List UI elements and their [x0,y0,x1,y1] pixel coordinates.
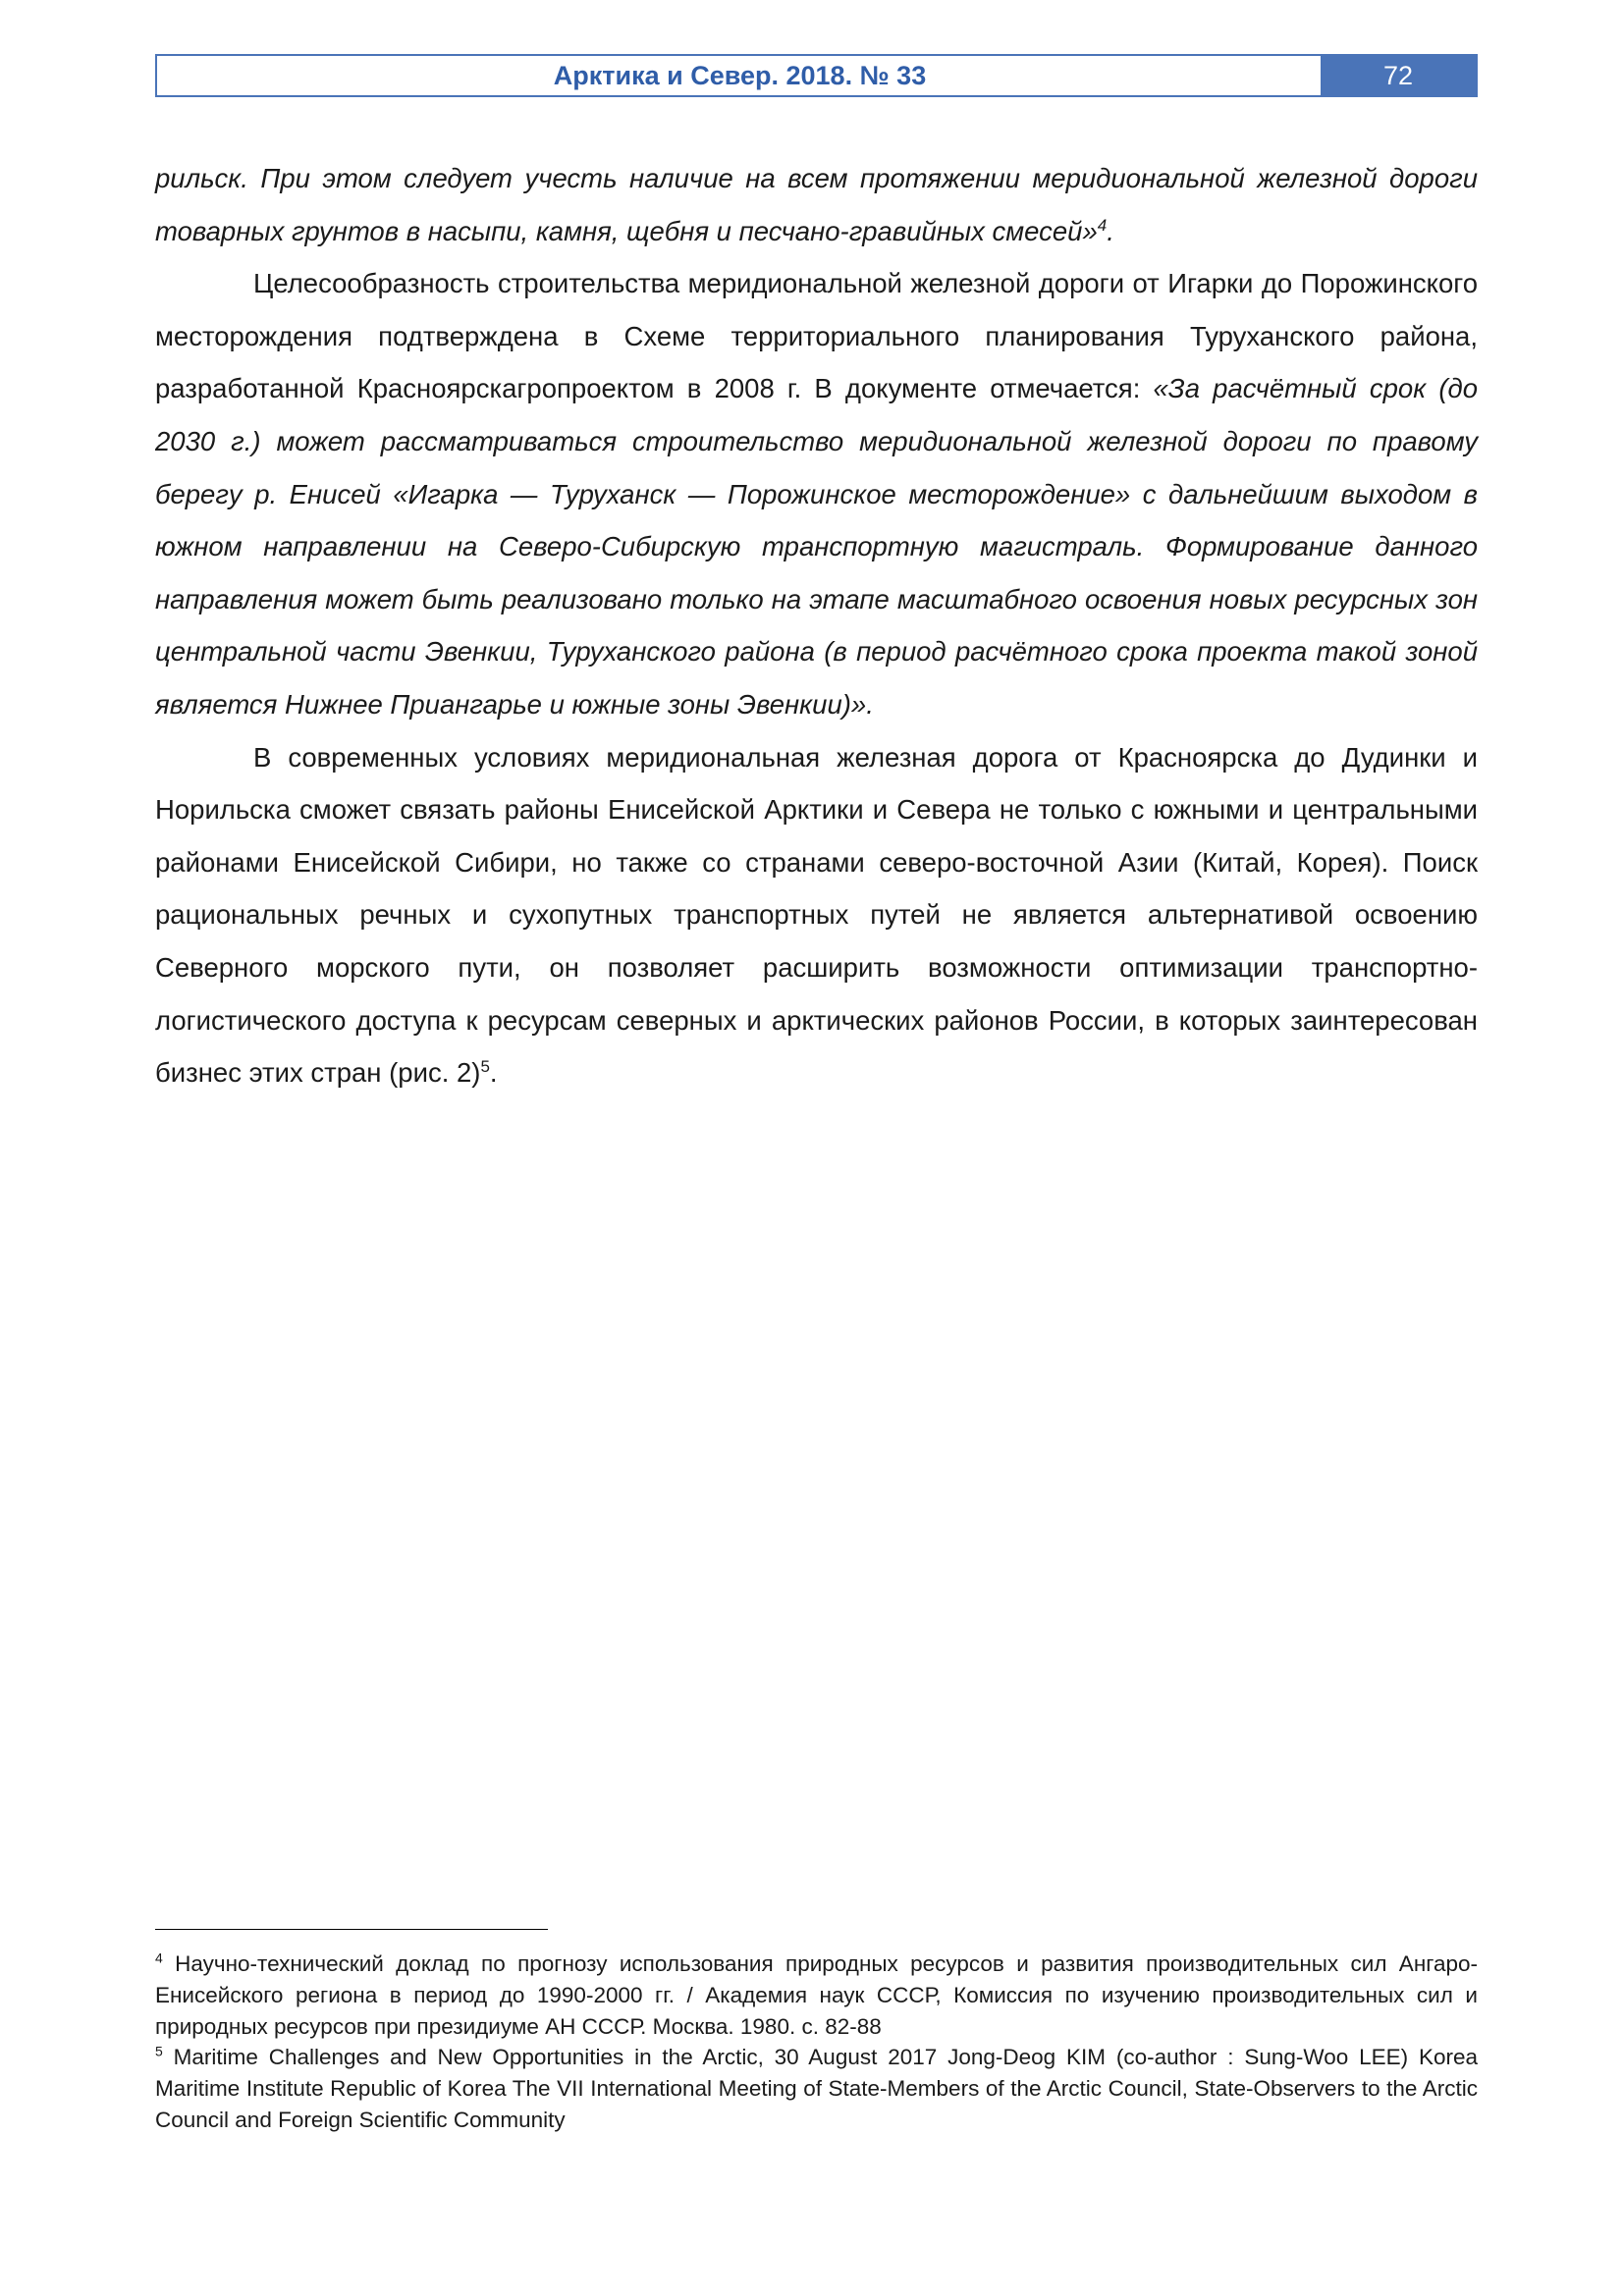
footnote-text: Научно-технический доклад по прогнозу использования природных ресурсов и развития производительных сил Ангаро-Енисейского региона в период до 1990-2000 гг. / Академия наук СССР, Комиссия по изучению производительных сил и природных ресурсов при президиуме АН СССР. Москва. 1980. с. 82-88 [155,1951,1478,2039]
quote-text: рильск. При этом следует учесть наличие на всем протяжении меридиональной железной дороги товарных грунтов в насыпи, камня, щебня и песчано-гравийных смесей» [155,163,1478,246]
journal-title: Арктика и Север. 2018. № 33 [553,61,927,90]
running-header [155,54,1478,97]
article-body [155,152,1478,1099]
paragraph-quote-continuation [155,152,1478,257]
footnotes [155,1949,1478,2136]
paragraph-text: В современных условиях меридиональная железная дорога от Красноярска до Дудинки и Норильска сможет связать районы Енисейской Арктики и Севера не только с южными и центральными районами Енисейской Сибири, но также со странами северо-восточной Азии (Китай, Корея). Поиск рациональных речных и сухопутных транспортных путей не является альтернативой освоению Северного морского пути, он позволяет расширить возможности оптимизации транспортно-логистического доступа к ресурсам северных и арктических районов России, в которых заинтересован бизнес этих стран (рис. 2) [155,741,1478,1089]
footnote-number: 5 [155,2043,163,2059]
scheme-quote: «За расчётный срок (до 2030 г.) может рассматриваться строительство меридиональной железной дороги по правому берегу р. Енисей «Игарка — Туруханск — Порожинское месторождение» с дальнейшим выходом в южном направлении на Северо-Сибирскую транспортную магистраль. Формирование данного направления может быть реализовано только на этапе масштабного освоения новых ресурсных зон центральной части Эвенкии, Туруханского района (в период расчётного срока проекта такой зоной является Нижнее Приангарье и южные зоны Эвенкии)». [155,373,1479,720]
footnote-text: Maritime Challenges and New Opportunities in the Arctic, 30 August 2017 Jong-Deog KIM (co-author : Sung-Woo LEE) Korea Maritime Institute Republic of Korea The VII International Meeting of State-Members of the Arctic Council, State-Observers to the Arctic Council and Foreign Scientific Community [155,2045,1478,2132]
paragraph-end: . [489,1057,498,1089]
paragraph-modern-conditions [155,731,1478,1099]
footnote-ref-4[interactable]: 4 [1097,215,1108,235]
footnote-separator [155,1929,548,1930]
page-number: 72 [1321,56,1476,95]
footnote-5 [155,2042,1478,2135]
paragraph-text: Целесообразность строительства меридиональной железной дороги от Игарки до Порожинского месторождения подтверждена в Схеме территориального планирования Туруханского района, разработанной Красноярскагропроектом в 2008 г. В документе отмечается: [155,268,1478,404]
quote-end: . [1107,215,1114,246]
footnote-4 [155,1949,1478,2042]
paragraph-scheme [155,257,1478,730]
footnote-ref-5[interactable]: 5 [480,1056,490,1076]
footnote-number: 4 [155,1949,163,1966]
